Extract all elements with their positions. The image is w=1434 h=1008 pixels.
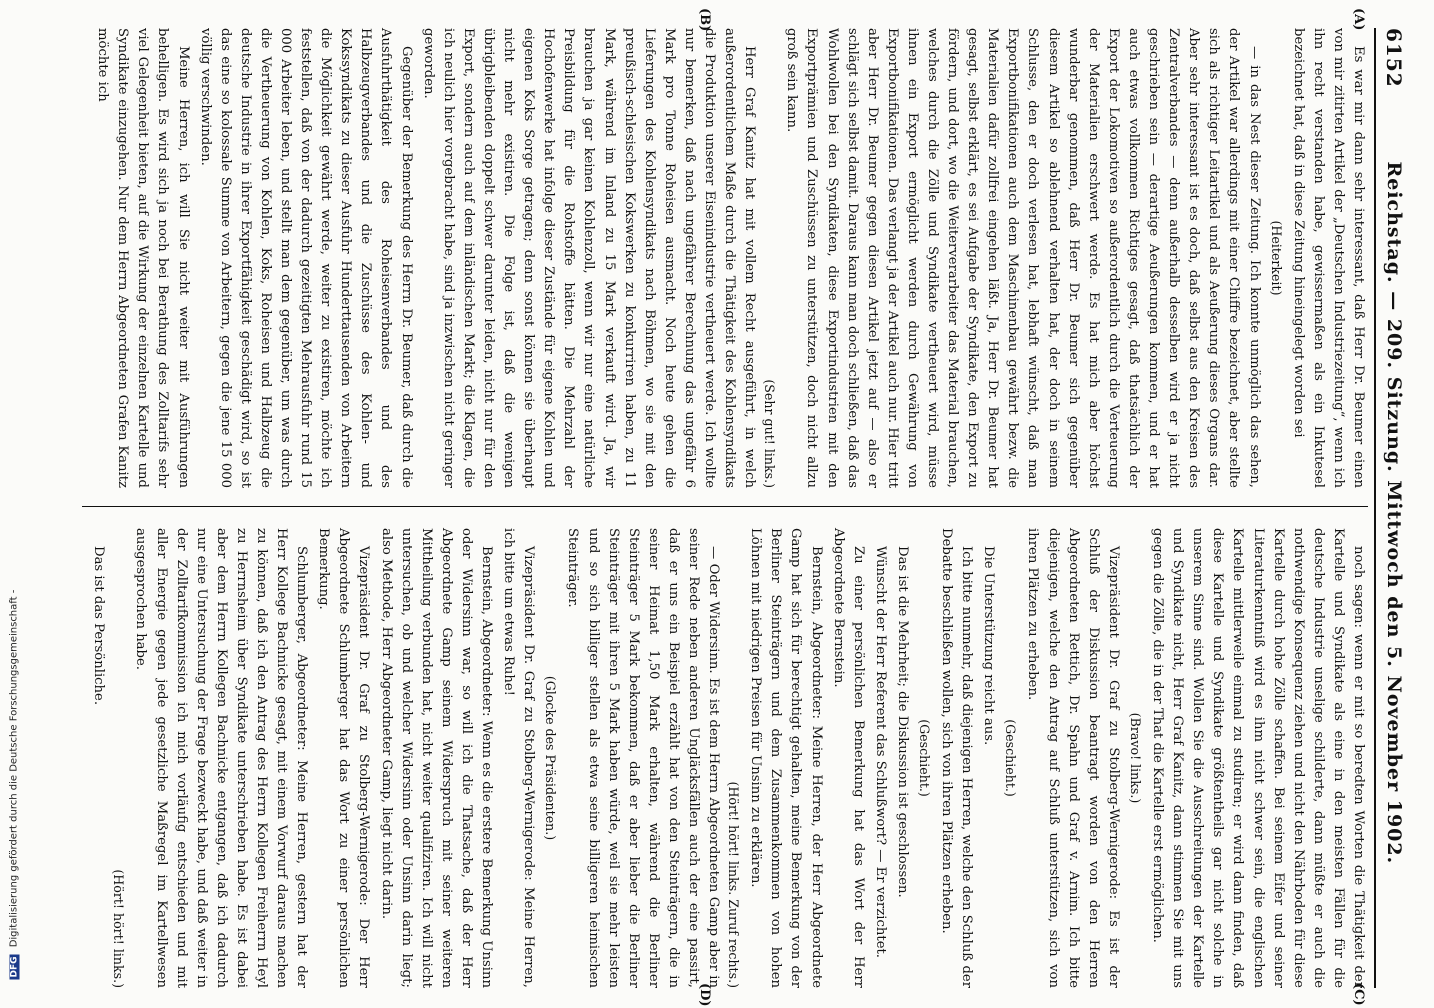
dfg-logo: DFG [9, 956, 20, 978]
paragraph: Schlumberger, Abgeordneter: Meine Herren, gestern hat der Herr Kollege Bachnicke gesagt, mit einem Vorwurf daraus machen zu können, daß ich den Antrag des Herrn Kollegen Freiherrn Heyl zu Herrnsheim über Syndikate unterschrieben habe. Es ist dabei aber dem Herrn Kollegen Bachnicke entgangen, daß ich dadurch nur eine Untersuchung der Frage bezweckt habe, und daß weiter in der Zolltarifkommission ich mich vorläufig entschieden und mit aller Energie gegen jede gesetzliche Maßregel im Kartellwesen ausgesprochen habe. [133, 528, 310, 988]
paragraph: Vizepräsident Dr. Graf zu Stolberg-Wernigerode: Der Herr Abgeordnete Schlumberger hat das Wort zu einer persönlichen Bemerkung. [316, 528, 372, 988]
margin-label-d: (D) [697, 983, 712, 1007]
page-title: Reichstag. — 209. Sitzung. Mittwoch den 5. November 1902. [1383, 161, 1405, 865]
paragraph: Es war mir dann sehr interessant, daß Herr Dr. Beumer einen von mir zitirten Artikel der „Deutschen Industriezeitung“, wenn ich ihn recht verstanden habe, gewissermaßen als ein Inkutesel bezeichnet hat, daß in diese Zeitung hineingelegt worden sei [1290, 28, 1366, 488]
stage-direction: (Hört! hört! links. Zuruf rechts.) [726, 781, 742, 988]
credit-text: Digitalisierung gefördert durch die Deutsche Forschungsgemeinschaft - [8, 589, 20, 948]
margin-label-a: (A) [1351, 8, 1366, 31]
stage-direction: (Heiterkeit) [1268, 220, 1284, 296]
stage-direction: (Geschieht.) [1003, 719, 1019, 797]
rotated-page-content [52, 8, 1412, 1008]
paragraph: Zu einer persönlichen Bemerkung hat das Wort der Herr Abgeordnete Bernstein. [830, 528, 866, 988]
page-number: 6152 [1382, 28, 1406, 88]
paragraph: Das ist die Mehrheit; die Diskussion ist geschlossen. [894, 546, 910, 898]
stage-direction: (Hört! hört! links.) [111, 869, 127, 988]
paragraph: Herr Graf Kanitz hat mit vollem Recht ausgeführt, in welch außerordentlichem Maße durch die Thätigkeit des Kohlensyndikats die Produktion unserer Eisenindustrie vertheuert werde. Ich wollte nur bemerken, daß nach ungefährer Berechnung das ungefähr 6 Mark pro Tonne Roheisen ausmacht. Noch heute gehen die Lieferungen des Kohlensyndikats nach Böhmen, wo sie mit den preußisch-schlesischen Kokswerken zu konkurriren haben, zu 11 Mark, während im Inland zu 15 Mark verkauft wird. Ja, wir brauchen ja gar keinen Kohlenzoll, wenn wir nur eine natürliche Preisbildung für die Rohstoffe hätten. Die Mehrzahl der Hochofenwerke hat infolge dieser Zustände für eigene Kohlen und eigenen Koks Sorge getragen; denn sonst können sie überhaupt nicht mehr existiren. Die Folge ist, daß die wenigen übrigbleibenden doppelt schwer darunter leiden, nicht nur für den Export, sondern auch auf dem inländischen Markt; die Klagen, die ich neulich hier vorgebracht habe, sind ja inzwischen nicht geringer geworden. [420, 28, 758, 488]
paragraph: Vizepräsident Dr. Graf zu Stolberg-Wernigerode: Es ist der Schluß der Diskussion beantragt worden von den Herren Abgeordneten Rettich, Dr. Spahn und Graf v. Arnim. Ich bitte diejenigen, welche den Antrag auf Schluß unterstützen, sich von ihren Plätzen zu erheben. [1025, 528, 1121, 988]
stage-direction: (Glocke des Präsidenten.) [543, 675, 559, 841]
stage-direction: (Geschieht.) [917, 719, 933, 797]
paragraph: Bernstein, Abgeordneter: Wenn es die erstere Bemerkung Unsinn oder Widersinn war, so will ich die Thatsache, daß der Herr Abgeordnete Gamp seinem Widerspruch mit seiner weiteren Mittheilung verbunden hat, nicht weiter qualifiziren. Ich will nicht untersuchen, ob und welcher Widersinn oder Unsinn darin liegt; also Methode, Herr Abgeordneter Gamp, liegt nicht darin. [378, 528, 495, 988]
paragraph: — in das Nest dieser Zeitung. Ich konnte unmöglich das sehen, der Artikel war allerdings mit einer Chiffre bezeichnet, aber stellte sich als richtiger Leitartikel und als Aeußerung dieses Organs dar. Aber sehr interessant ist es doch, daß selbst aus den Kreisen des Zentralverbandes — denn außerhalb desselben wird er ja nicht geschrieben sein — derartige Aeußerungen kommen, und er hat auch etwas vollkommen Richtiges gesagt, daß thatsächlich der Export der Lokomotiven so außerordentlich durch die Verteuerung der Materialien erschwert werde. Es hat mich aber höchst wunderbar genommen, daß Herr Dr. Beumer sich gegenüber diesem Artikel so ablehnend verhalten hat, der doch in seinem Schlusse, den er doch verlesen hat, lebhaft wünscht, daß man Exportbonifikationen auch dem Maschinenbau gewährt bezw. die Materialien dafür zollfrei eingehen läßt. Ja, Herr Dr. Beumer hat gesagt, selbst erklärt, es sei Aufgabe der Syndikate, den Export zu fördern, und dort, wo die Weiterverarbeiter das Material brauchen, welches durch die Zölle und Syndikate vertheuert wird, müsse ihnen ein Export ermöglicht werden durch Gewährung von Exportbonifikationen. Das verlangt ja der Artikel auch nur. Hier tritt aber Herr Dr. Beumer gegen diesen Artikel jetzt auf — also er schlägt sich selbst damit. Daraus kann man doch schließen, daß das Wohlwollen bei den Syndikaten, diese Exportindustrien mit den Exportprämien und Zuschüssen zu unterstützen, doch nicht allzu groß sein kann. [784, 28, 1262, 488]
stage-direction: (Bravo! links.) [1127, 712, 1143, 804]
paragraph: Bernstein, Abgeordneter: Meine Herren, der Herr Abgeordnete Gamp hat sich für berechtigt gehalten, meine Bemerkung von der Berliner Steinträgern und dem Zusammenkommen von hohen Löhnen mit niedrigen Preisen für Unsinn zu erklären. [748, 528, 824, 988]
right-column [62, 528, 1368, 988]
paragraph: — Oder Widersinn. Es ist dem Herrn Abgeordneten Gamp aber in seiner Rede neben anderen Ungläcksfällen auch der eine passirt, daß er uns ein Beispiel erzählt hat von den Steinträgern, die in seiner Heimat 1,50 Mark erhalten, während die Berliner Steinträger 5 Mark bekommen, daß er aber lieber die Berliner Steinträger mit ihren 5 Mark haben würde, weil sie mehr leisten und so sich billiger stellen als etwa seine billigeren heimischen Steinträger. [565, 528, 722, 988]
digitization-credit [4, 4, 18, 994]
paragraph: Die Unterstützung reicht aus. [981, 546, 997, 746]
paragraph: noch sagen: wenn er mit so beredten Worten die Thätigkeit der Kartelle und Syndikate als eine in den meisten Fällen für die deutsche Industrie unselige schilderte, dann müßte er auch die nothwendige Konsequenz ziehen und nicht den Nährboden für diese Kartelle durch hohe Zölle schaffen. Bei seinem Eifer und seiner Literaturkenntniß wird es ihm nicht schwer sein, die englischen Kartelle mittlerweile einmal zu studiren; er wird dann finden, daß diese Kartelle und Syndikate größtentheils gar nicht solche in unserem Sinne sind. Wollen Sie die Ausschreitungen der Kartelle und Syndikate nicht, Herr Graf Kanitz, dann stimmen Sie mit uns gegen die Zölle, die in der That die Kartelle erst ermöglichen. [1150, 528, 1366, 988]
paragraph: Gegenüber der Bemerkung des Herrn Dr. Beumer, daß durch die Ausfuhrthätigkeit des Roheisenverbandes und des Halbzeugverbandes und die Zuschüsse des Kohlen- und Kokssyndikats zu dieser Ausfuhr Hunderttausenden von Arbeitern die Möglichkeit gewährt werde, weiter zu existiren, möchte ich feststellen, daß von der dadurch gezeitigten Mehrausfuhr rund 15 000 Arbeiter leben, und stellt man dem gegenüber, um was durch die Vertheuerung von Kohlen, Koks, Roheisen und Halbzeug die deutsche Industrie in ihrer Exportfähigkeit geschädigt wird, so ist das eine so kolossale Summe von Arbeitern, gegen die jene 15 000 völlig verschwinden. [197, 28, 414, 488]
paragraph: Vizepräsident Dr. Graf zu Stolberg-Wernigerode: Meine Herren, ich bitte um etwas Ruhe! [501, 528, 537, 988]
paragraph: Ich bitte nunmehr, daß diejenigen Herren, welche den Schluß der Debatte beschließen wollen, sich von ihren Plätzen erheben. [939, 528, 975, 988]
margin-label-b: (B) [697, 8, 712, 32]
stage-direction: (Sehr gut! links.) [762, 379, 778, 488]
paragraph: Meine Herren, ich will Sie nicht weiter mit Ausführungen behelligen. Es wird sich ja noch bei Berathung des Zolltarifs sehr viel Gelegenheit bieten, auf die Wirkung der einzelnen Kartelle und Syndikate einzugehen. Nur dem Herrn Abgeordneten Grafen Kanitz möchte ich [95, 28, 191, 488]
margin-label-c: (C) [1351, 983, 1366, 1006]
column-divider [82, 506, 1368, 507]
page-header [1374, 28, 1412, 988]
paragraph: Das ist das Persönliche. [91, 546, 107, 706]
left-column [62, 28, 1368, 488]
paragraph: Wünscht der Herr Referent das Schlußwort? — Er verzichtet. [872, 546, 888, 958]
